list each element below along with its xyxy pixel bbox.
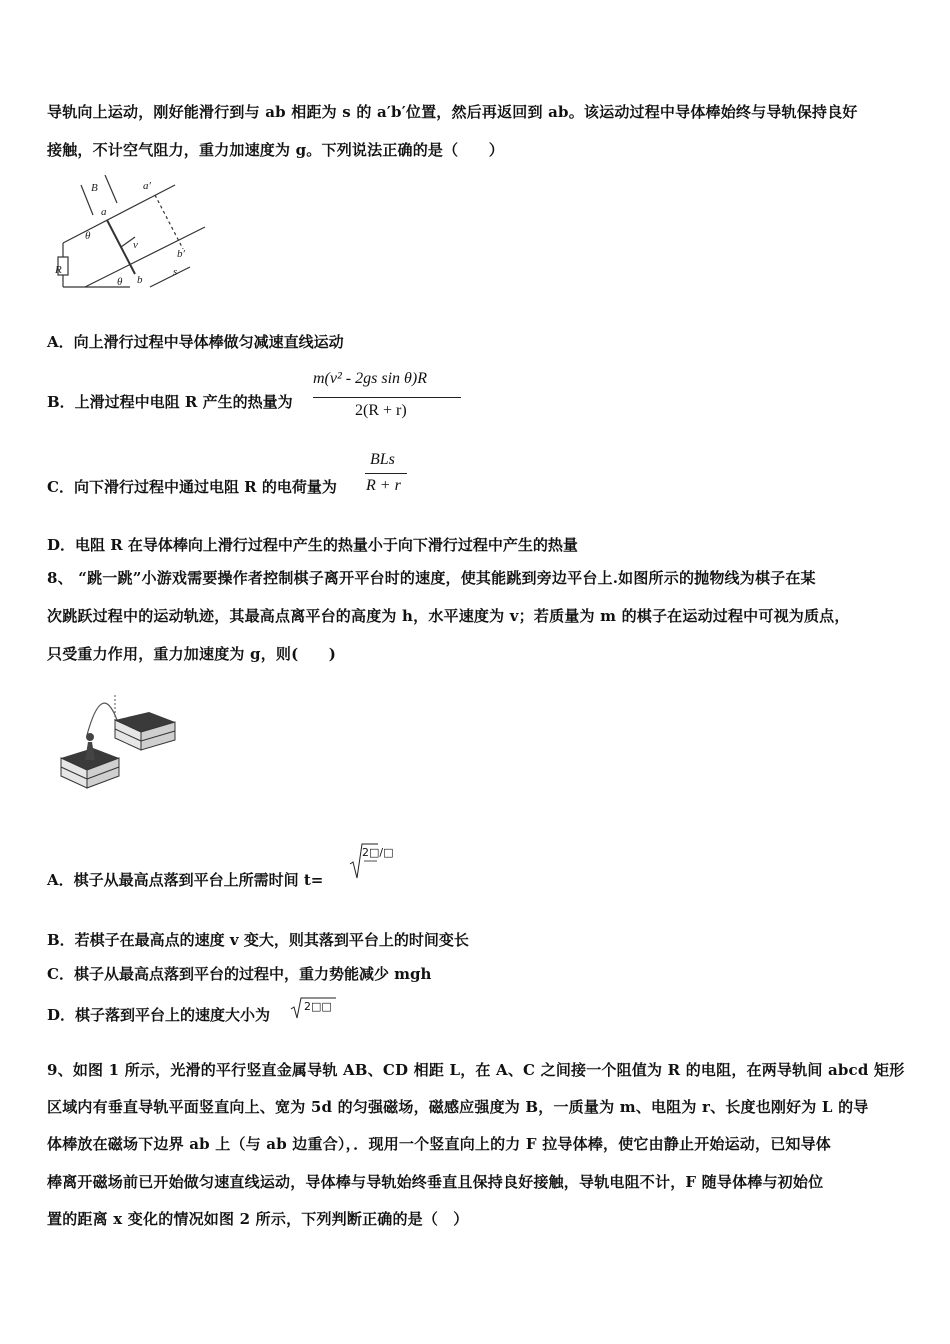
q7-option-d: D．电阻 R 在导体棒向上滑行过程中产生的热量小于向下滑行过程中产生的热量 bbox=[47, 536, 578, 554]
q7-fig-label-theta-top: θ bbox=[85, 230, 91, 242]
q7-fig-label-b-prime: b′ bbox=[177, 248, 185, 260]
q9-stem-line-4: 棒离开磁场前已开始做匀速直线运动，导体棒与导轨始终垂直且保持良好接触，导轨电阻不计，F 随导体棒与初始位 bbox=[47, 1173, 824, 1191]
q7-option-c: C．向下滑行过程中通过电阻 R 的电荷量为 bbox=[47, 478, 337, 496]
q7-fig-label-theta-bottom: θ bbox=[117, 276, 123, 288]
q7-option-b-denominator: 2(R + r) bbox=[355, 402, 407, 419]
q9-stem-line-3: 体棒放在磁场下边界 ab 上（与 ab 边重合），．现用一个竖直向上的力 F 拉导体棒，使它由静止开始运动，已知导体 bbox=[47, 1135, 832, 1153]
q7-fig-label-r: R bbox=[55, 264, 62, 276]
q7-option-c-denominator: R + r bbox=[366, 477, 401, 494]
q8-stem-line-2: 次跳跃过程中的运动轨迹，其最高点离平台的高度为 h，水平速度为 v；若质量为 m 的棋子在运动过程中可视为质点， bbox=[47, 607, 850, 625]
q8-option-a-sqrt-value: 2□/□ bbox=[362, 846, 394, 859]
q7-fig-label-a-prime: a′ bbox=[143, 180, 151, 192]
q8-jump-game-figure bbox=[57, 690, 182, 790]
q7-option-b-numerator: m(v² - 2gs sin θ)R bbox=[313, 370, 427, 387]
q7-inclined-rails-figure bbox=[55, 175, 215, 300]
q8-stem-line-3: 只受重力作用，重力加速度为 g，则( ) bbox=[47, 645, 337, 663]
q7-option-c-numerator: BLs bbox=[370, 451, 395, 468]
q7-option-b: B．上滑过程中电阻 R 产生的热量为 bbox=[47, 393, 293, 411]
q7-option-a: A．向上滑行过程中导体棒做匀减速直线运动 bbox=[47, 333, 344, 351]
q8-stem-line-1: 8、 “跳一跳”小游戏需要操作者控制棋子离开平台时的速度，使其能跳到旁边平台上.如图所示的抛物线为棋子在某 bbox=[47, 569, 816, 587]
q7-stem-line-1: 导轨向上运动，刚好能滑行到与 ab 相距为 s 的 a′b′位置，然后再返回到 ab。该运动过程中导体棒始终与导轨保持良好 bbox=[47, 103, 858, 121]
q7-fig-label-v: v bbox=[133, 239, 138, 251]
q7-fig-label-b-field: B bbox=[91, 182, 98, 194]
q9-stem-line-5: 置的距离 x 变化的情况如图 2 所示，下列判断正确的是（ ） bbox=[47, 1210, 469, 1228]
q8-option-b: B．若棋子在最高点的速度 v 变大，则其落到平台上的时间变长 bbox=[47, 931, 469, 949]
q8-option-c: C．棋子从最高点落到平台的过程中，重力势能减少 mgh bbox=[47, 965, 432, 983]
q7-fig-label-b: b bbox=[137, 274, 143, 286]
q8-option-d-sqrt-value: 2□□ bbox=[304, 1000, 332, 1013]
q7-stem-line-2: 接触，不计空气阻力，重力加速度为 g。下列说法正确的是（ ） bbox=[47, 141, 504, 159]
q7-option-c-fraction-bar bbox=[365, 473, 407, 474]
q9-stem-line-2: 区域内有垂直导轨平面竖直向上、宽为 5d 的匀强磁场，磁感应强度为 B，一质量为 m、电阻为 r、长度也刚好为 L 的导 bbox=[47, 1098, 869, 1116]
q8-option-d: D．棋子落到平台上的速度大小为 bbox=[47, 1006, 271, 1024]
q7-fig-label-s: s bbox=[173, 266, 178, 278]
q7-option-b-fraction-bar bbox=[313, 397, 461, 398]
q9-stem-line-1: 9、如图 1 所示，光滑的平行竖直金属导轨 AB、CD 相距 L，在 A、C 之间接一个阻值为 R 的电阻，在两导轨间 abcd 矩形 bbox=[47, 1061, 905, 1079]
q8-option-a: A．棋子从最高点落到平台上所需时间 t= bbox=[47, 871, 324, 889]
q7-fig-label-a: a bbox=[101, 206, 107, 218]
